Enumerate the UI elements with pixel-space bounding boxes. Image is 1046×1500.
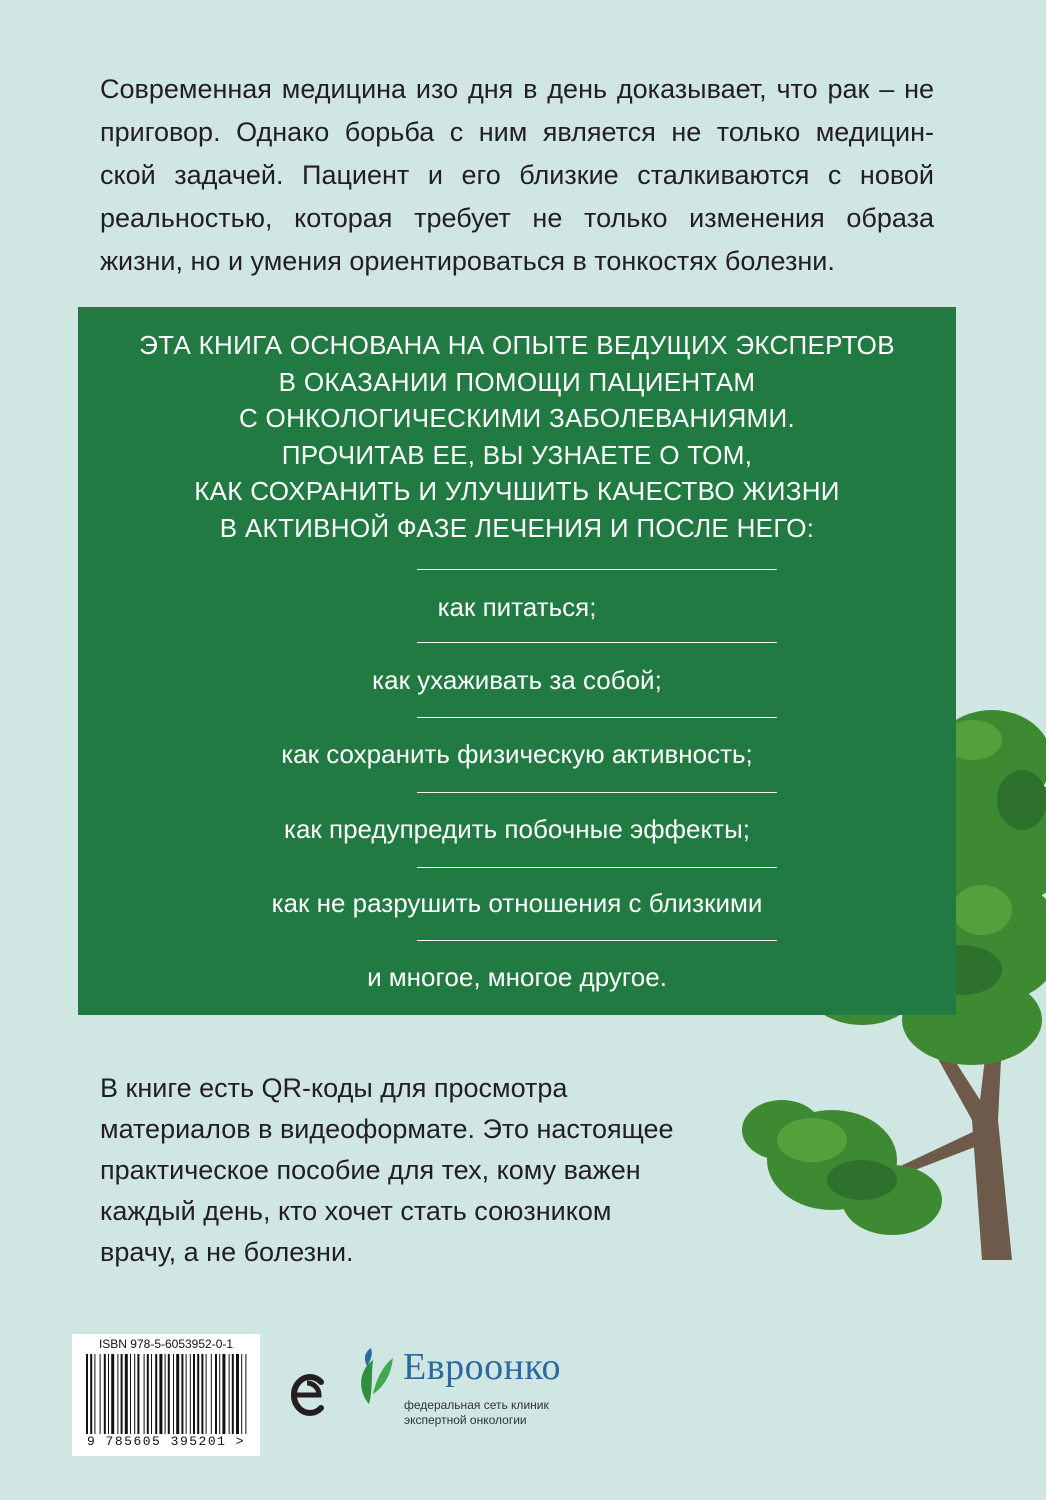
partner-tagline: [404, 1398, 604, 1428]
highlight-box: [78, 307, 956, 1015]
intro-line: Современная медицина изо дня в день доказывает, что рак – не: [100, 74, 934, 104]
topic-item: как питаться;: [437, 592, 597, 622]
tagline-line: федеральная сеть клиник: [404, 1398, 549, 1412]
heading-line: В ОКАЗАНИИ ПОМОЩИ ПАЦИЕНТАМ: [278, 366, 756, 397]
topic-item: как сохранить физическую активность;: [281, 739, 753, 769]
heading-line: КАК СОХРАНИТЬ И УЛУЧШИТЬ КАЧЕСТВО ЖИЗНИ: [194, 476, 840, 506]
divider: [417, 867, 777, 868]
intro-paragraph: [100, 68, 934, 283]
divider: [417, 940, 777, 941]
intro-line: приговор. Однако борьба с ним является не только медицин-: [100, 117, 934, 147]
highlight-heading: [78, 327, 956, 546]
intro-line: ской задачей. Пациент и его близкие сталкиваются с новой: [100, 160, 934, 190]
outro-line: врачу, а не болезни.: [100, 1237, 354, 1267]
outro-line: практическое пособие для тех, кому важен: [100, 1155, 641, 1185]
intro-line: жизни, но и умения ориентироваться в тонкостях болезни.: [100, 246, 835, 276]
outro-line: В книге есть QR-коды для просмотра: [100, 1073, 568, 1103]
outro-line: каждый день, кто хочет стать союзником: [100, 1196, 612, 1226]
topic-item: как не разрушить отношения с близкими: [271, 888, 763, 918]
isbn-barcode-block: [72, 1334, 260, 1456]
heading-line: ПРОЧИТАВ ЕЕ, ВЫ УЗНАЕТЕ О ТОМ,: [281, 439, 753, 470]
outro-paragraph: [100, 1068, 740, 1273]
leaf-mark-icon: [355, 1346, 395, 1406]
barcode-icon: [84, 1354, 252, 1434]
isbn-label: ISBN 978-5-6053952-0-1: [98, 1337, 234, 1351]
eksmo-logo-icon: [285, 1368, 329, 1420]
divider: [417, 792, 777, 793]
tagline-line: экспертной онкологии: [404, 1413, 527, 1427]
isbn-digits: 9 785605 395201 >: [86, 1434, 246, 1449]
topic-item: и многое, многое другое.: [367, 962, 667, 992]
heading-line: В АКТИВНОЙ ФАЗЕ ЛЕЧЕНИЯ И ПОСЛЕ НЕГО:: [219, 512, 815, 543]
intro-line: реальностью, которая требует не только изменения образа: [100, 203, 934, 233]
divider: [417, 642, 777, 643]
outro-line: материалов в видеоформате. Это настоящее: [100, 1114, 674, 1144]
heading-line: ЭТА КНИГА ОСНОВАНА НА ОПЫТЕ ВЕДУЩИХ ЭКСПЕРТОВ: [139, 330, 895, 360]
heading-line: С ОНКОЛОГИЧЕСКИМИ ЗАБОЛЕВАНИЯМИ.: [238, 403, 796, 433]
topic-item: как ухаживать за собой;: [372, 665, 662, 695]
divider: [417, 569, 777, 570]
partner-name: Евроонко: [403, 1346, 562, 1388]
divider: [417, 717, 777, 718]
topic-item: как предупредить побочные эффекты;: [284, 814, 750, 844]
